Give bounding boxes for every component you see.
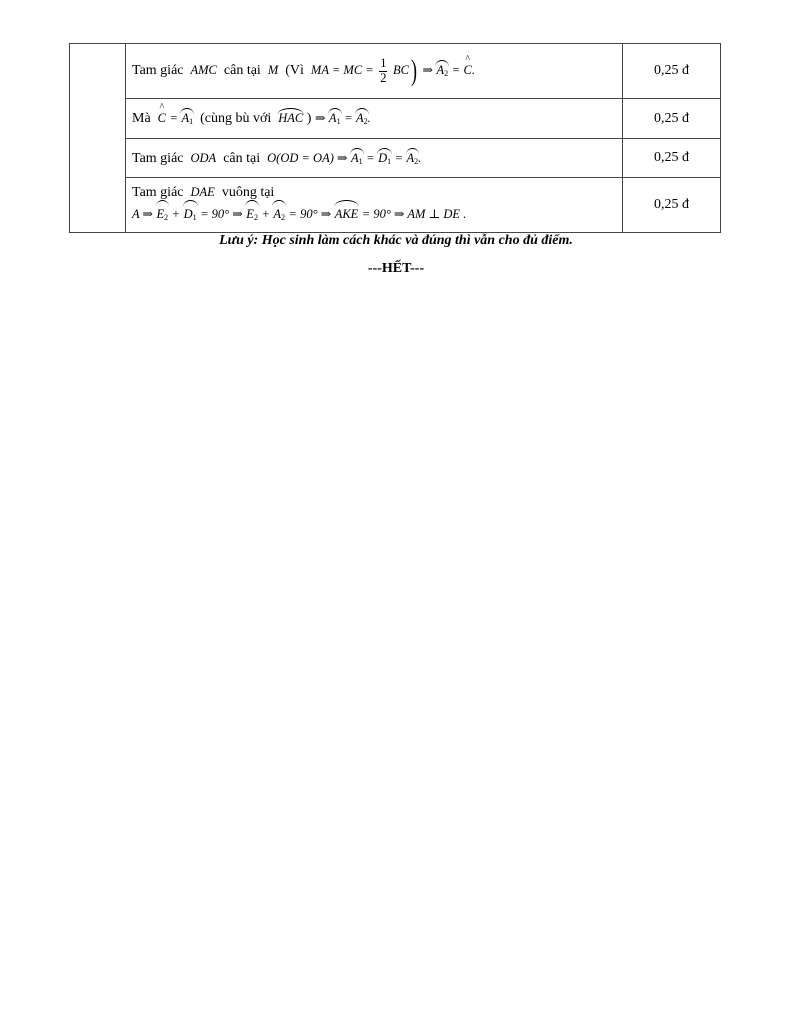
subscript: 1 — [358, 156, 363, 166]
subscript: 1 — [192, 212, 197, 222]
solution-cell — [126, 139, 623, 178]
angle — [246, 203, 258, 229]
math: = 90° ⇒ — [200, 206, 243, 221]
angle-hat: ^ C — [158, 111, 166, 126]
table-row — [70, 139, 721, 178]
text: Tam giác — [132, 184, 184, 200]
subscript: 1 — [387, 156, 392, 166]
subscript: 1 — [189, 117, 194, 126]
angle-hat: ^ C — [464, 63, 472, 78]
angle-letter: A — [356, 111, 364, 125]
denominator: 2 — [380, 70, 387, 85]
solution-cell — [126, 99, 623, 139]
text: Tam giác — [132, 63, 184, 79]
subscript: 1 — [336, 117, 341, 126]
score-cell: 0,25 đ — [623, 139, 721, 178]
math: AMC — [190, 63, 217, 78]
score-cell: 0,25 đ — [623, 178, 721, 233]
angle — [378, 151, 391, 166]
text: cân tại — [223, 63, 261, 79]
score-cell: 0,25 đ — [623, 44, 721, 99]
math: . — [418, 150, 422, 165]
math: DAE — [190, 184, 215, 199]
grading-table — [69, 43, 721, 233]
angle — [356, 111, 368, 126]
math: ⇒ — [314, 111, 326, 125]
angle — [184, 203, 197, 229]
solution-cell — [126, 44, 623, 99]
angle-letter: A — [436, 63, 445, 78]
angle-letter: A — [406, 150, 415, 165]
math: = — [394, 150, 404, 165]
text: Tam giác — [132, 150, 184, 166]
table-row — [70, 178, 721, 233]
math: ODA — [190, 150, 217, 165]
math: ⇒ — [422, 63, 433, 78]
math: M — [267, 63, 279, 78]
solution-cell — [126, 178, 623, 233]
math: O(OD = OA) ⇒ — [267, 150, 348, 165]
subscript: 2 — [414, 156, 419, 166]
math: MA = MC = — [310, 63, 374, 78]
angle — [181, 111, 193, 126]
text: cân tại — [223, 150, 261, 166]
angle-letter: D — [378, 150, 388, 165]
grading-note: Lưu ý: Học sinh làm cách khác và đúng thì vẫn cho đủ điểm. — [219, 233, 573, 248]
math: = 90° ⇒ — [288, 206, 332, 221]
math: . — [471, 63, 475, 78]
text: Mà — [132, 111, 151, 126]
angle — [436, 63, 448, 78]
angle-letter: A — [273, 206, 282, 221]
blank-cell — [70, 44, 126, 233]
angle — [351, 151, 363, 166]
angle-letter: E — [156, 206, 165, 221]
math: . — [367, 111, 371, 125]
subscript: 2 — [363, 117, 368, 126]
math: = — [344, 111, 353, 125]
angle-letter: A — [181, 111, 190, 125]
math: BC — [392, 63, 409, 78]
math: + — [171, 206, 181, 221]
angle — [273, 203, 285, 229]
text: (cùng bù với — [200, 111, 272, 126]
math: = — [169, 111, 178, 125]
angle-letter: D — [183, 206, 193, 221]
angle-letter: A — [328, 111, 337, 125]
subscript: 2 — [253, 212, 258, 222]
text: (Vì — [285, 63, 304, 79]
solution-line — [132, 182, 616, 203]
score-cell: 0,25 đ — [623, 99, 721, 139]
angle-letter: E — [246, 206, 254, 221]
subscript: 2 — [444, 69, 449, 79]
math: = — [366, 150, 375, 165]
subscript: 2 — [164, 212, 169, 222]
angle — [406, 150, 422, 166]
fraction — [379, 57, 387, 86]
angle: HAC — [278, 111, 304, 125]
table-row — [70, 99, 721, 139]
table-row — [70, 44, 721, 99]
bracket: ) — [410, 54, 417, 87]
subscript: 2 — [281, 212, 286, 222]
text: vuông tại — [221, 184, 275, 200]
text: ) — [306, 111, 312, 126]
angle — [329, 111, 341, 126]
angle — [157, 203, 169, 229]
math: + — [261, 206, 270, 221]
math: A ⇒ — [132, 206, 154, 221]
end-marker: ---HẾT--- — [367, 261, 425, 276]
math: = 90° ⇒ AM ⊥ DE . — [361, 206, 467, 221]
math: = — [451, 63, 461, 78]
numerator: 1 — [380, 55, 387, 70]
angle-letter: A — [350, 150, 359, 165]
solution-line — [132, 203, 616, 229]
angle: AKE — [335, 203, 359, 225]
